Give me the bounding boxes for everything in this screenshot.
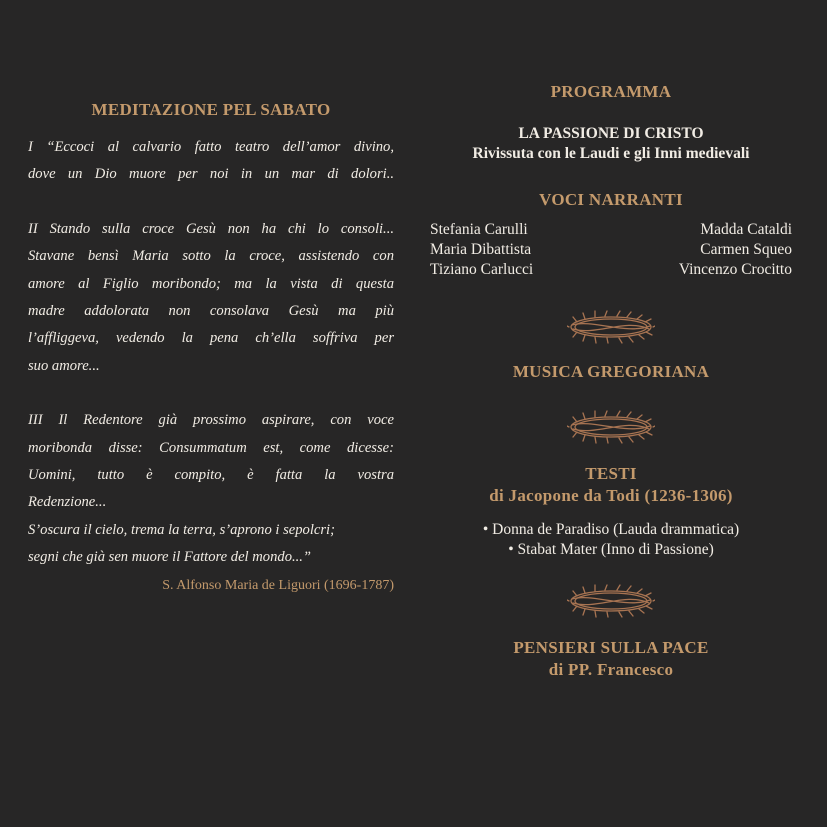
- attribution: S. Alfonso Maria de Liguori (1696-1787): [162, 577, 394, 593]
- stanza-1: [28, 134, 394, 189]
- list-item: • Donna de Paradiso (Lauda drammatica): [482, 521, 740, 538]
- narrator-name: Maria Dibattista: [430, 241, 532, 258]
- verse-line: dove un Dio muore per noi in un mar di dolori..: [28, 166, 394, 183]
- verse-line: segni che già sen muore il Fattore del mondo...”: [28, 549, 312, 566]
- verse-line: moribonda disse: Consummatum est, come dicesse:: [28, 439, 394, 456]
- program-column: [430, 82, 792, 680]
- verse-line: Stavane bensì Maria sotto la croce, assistendo con: [28, 248, 394, 265]
- narrator-name: Tiziano Carlucci: [430, 261, 534, 278]
- meditation-title: MEDITAZIONE PEL SABATO: [91, 100, 331, 119]
- stanza-2: [28, 216, 394, 380]
- crown-of-thorns-icon: [567, 310, 655, 344]
- verse-line: l’affliggeva, vedendo la pena ch’ella soffriva per: [28, 330, 394, 347]
- verse-line: amore al Figlio moribondo; ma la vista di questa: [28, 275, 394, 292]
- verse-line: Uomini, tutto è compito, è fatta la vostra: [28, 467, 394, 484]
- narrators-title: VOCI NARRANTI: [539, 190, 683, 209]
- narrator-name: Carmen Squeo: [700, 241, 792, 258]
- narrator-name: Vincenzo Crocitto: [678, 261, 792, 278]
- meditation-column: [28, 96, 394, 594]
- verse-line: III Il Redentore già prossimo aspirare, con voce: [28, 412, 394, 429]
- narrators-list: [430, 220, 792, 280]
- texts-list: [430, 520, 792, 560]
- verse-line: I “Eccoci al calvario fatto teatro dell’amor divino,: [28, 139, 394, 155]
- crown-of-thorns-icon: [567, 410, 655, 444]
- crown-of-thorns-icon: [567, 584, 655, 618]
- narrator-name: Stefania Carulli: [430, 221, 528, 238]
- music-title: MUSICA GREGORIANA: [512, 362, 710, 381]
- list-item: • Stabat Mater (Inno di Passione): [508, 541, 714, 558]
- texts-author: di Jacopone da Todi (1236-1306): [489, 486, 733, 505]
- verse-line: II Stando sulla croce Gesù non ha chi lo consoli...: [28, 220, 394, 237]
- narrators-left: [430, 220, 533, 280]
- program-title: PROGRAMMA: [550, 82, 672, 101]
- verse-line: S’oscura il cielo, trema la terra, s’aprono i sepolcri;: [28, 521, 335, 538]
- narrators-right: [679, 220, 792, 280]
- verse-line: suo amore...: [28, 357, 100, 374]
- peace-title: PENSIERI SULLA PACE: [513, 638, 709, 657]
- verse-line: Redenzione...: [28, 494, 107, 511]
- stanza-3: [28, 407, 394, 571]
- texts-title: TESTI: [585, 464, 637, 483]
- program-subtitle-2: Rivissuta con le Laudi e gli Inni medievali: [472, 145, 750, 162]
- peace-author: di PP. Francesco: [548, 660, 674, 679]
- program-subtitle: LA PASSIONE DI CRISTO: [518, 125, 704, 142]
- narrator-name: Madda Cataldi: [700, 221, 792, 238]
- verse-line: madre addolorata non consolava Gesù ma più: [28, 303, 394, 320]
